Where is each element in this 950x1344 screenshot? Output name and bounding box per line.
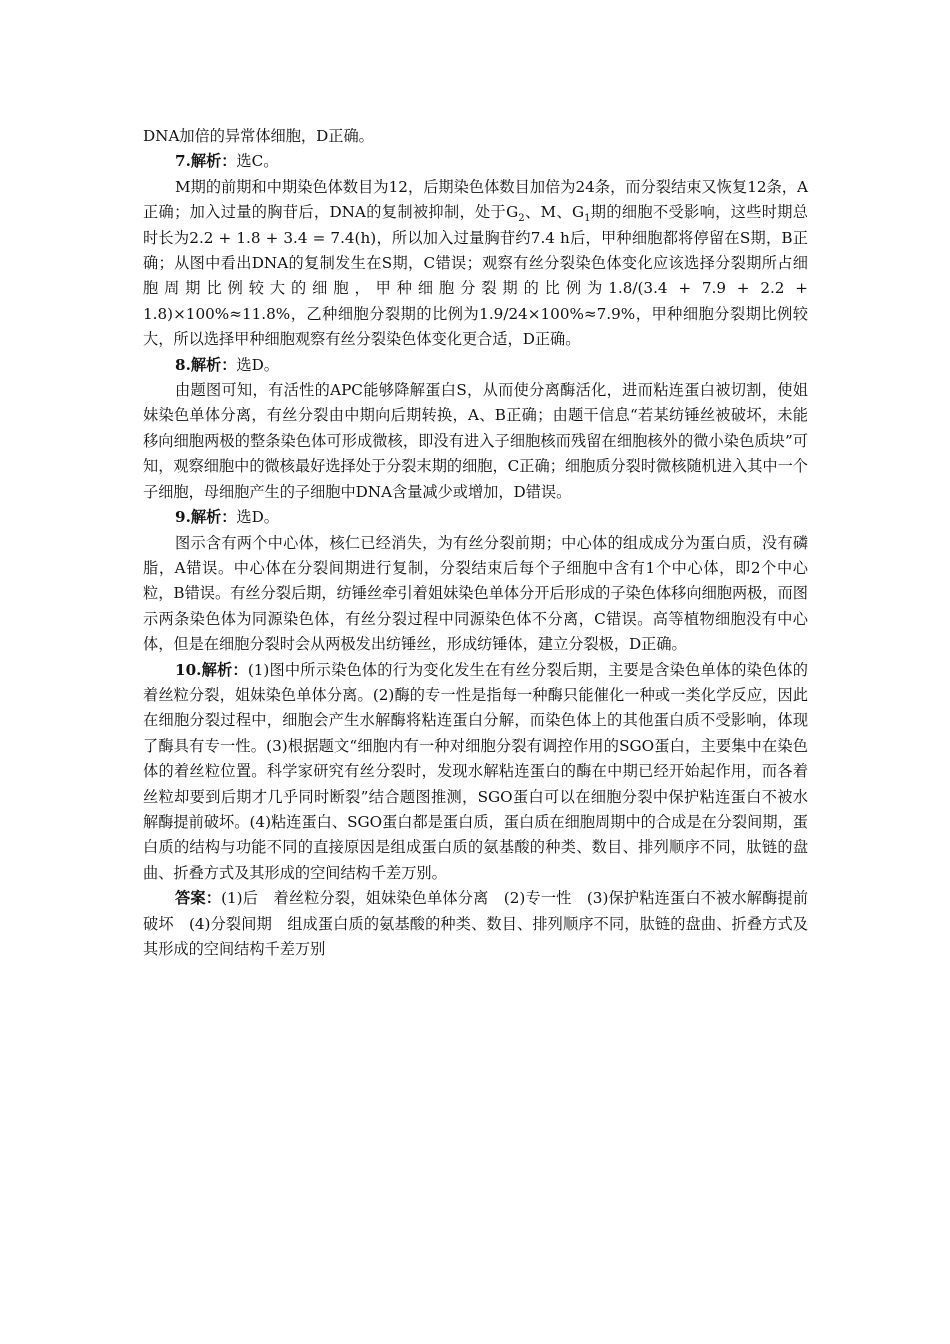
q8-heading [143,353,808,378]
q9-label: 9.解析： [175,508,237,527]
answer-paragraph [143,886,808,962]
q7-text-3: 期的细胞不受影响，这些时期总时长为2.2 + 1.8 + 3.4 = 7.4(h)，所以加入过量胸苷约7.4 h后，甲种细胞都将停留在S期，B正确；从图中看出DNA的复制发生在S期，C错误；观察有丝分裂染色体变化应该选择分裂期所占细胞周期比例较大的细胞，甲种细胞分裂期的比例为1.8/(3.4 + 7.9 + 2.2 + 1.8)×100%≈11.8%，乙种细胞分裂期的比例为1.9/24×100%≈7.9%，甲种细胞分裂期比例较大，所以选择甲种细胞观察有丝分裂染色体变化更合适，D正确。 [143,203,808,349]
q9-choice: 选D。 [236,508,279,527]
q7-explanation [143,175,808,353]
document-page [143,124,808,962]
q7-text-1: M期的前期和中期染色体数目为12，后期染色体数目加倍为24条，而分裂结束又恢复12条，A正确；加入过量的胸苷后，DNA的复制被抑制，处于G [143,177,808,222]
q9-explanation: 图示含有两个中心体，核仁已经消失，为有丝分裂前期；中心体的组成成分为蛋白质，没有磷脂，A错误。中心体在分裂间期进行复制，分裂结束后每个子细胞中含有1个中心体，即2个中心粒，B错误。有丝分裂后期，纺锤丝牵引着姐妹染色单体分开后形成的子染色体移向细胞两极，而图示两条染色体为同源染色体，有丝分裂过程中同源染色体不分离，C错误。高等植物细胞没有中心体，但是在细胞分裂时会从两极发出纺锤丝，形成纺锤体，建立分裂极，D正确。 [143,533,808,654]
q7-heading [143,149,808,174]
continued-text: DNA加倍的异常体细胞，D正确。 [143,127,374,145]
q10-explanation [143,658,808,887]
answer-label: 答案： [175,889,222,908]
q10-label: 10.解析： [175,660,248,679]
q8-label: 8.解析： [175,355,237,374]
q7-subscript-2: 2 [518,213,525,225]
q8-explanation: 由题图可知，有活性的APC能够降解蛋白S，从而使分离酶活化，进而粘连蛋白被切割，使姐妹染色单体分离，有丝分裂由中期向后期转换，A、B正确；由题干信息“若某纺锤丝被破坏，未能移向细胞两极的整条染色体可形成微核，即没有进入子细胞核而残留在细胞核外的微小染色质块”可知，观察细胞中的微核最好选择处于分裂末期的细胞，C正确；细胞质分裂时微核随机进入其中一个子细胞，母细胞产生的子细胞中DNA含量减少或增加，D错误。 [143,381,808,501]
q8-choice: 选D。 [236,355,279,374]
q7-text-2: 、M、G [524,203,585,222]
q9-heading [143,505,808,530]
q7-choice: 选C。 [236,152,279,171]
q10-text: (1)图中所示染色体的行为变化发生在有丝分裂后期，主要是含染色单体的染色体的着丝粒分裂，姐妹染色单体分离。(2)酶的专一性是指每一种酶只能催化一种或一类化学反应，因此在细胞分裂过程中，细胞会产生水解酶将粘连蛋白分解，而染色体上的其他蛋白质不受影响，体现了酶具有专一性。(3)根据题文“细胞内有一种对细胞分裂有调控作用的SGO蛋白，主要集中在染色体的着丝粒位置。科学家研究有丝分裂时，发现水解粘连蛋白的酶在中期已经开始起作用，而各着丝粒却要到后期才几乎同时断裂”结合题图推测，SGO蛋白可以在细胞分裂中保护粘连蛋白不被水解酶提前破坏。(4)粘连蛋白、SGO蛋白都是蛋白质，蛋白质在细胞周期中的合成是在分裂间期，蛋白质的结构与功能不同的直接原因是组成蛋白质的氨基酸的种类、数目、排列顺序不同，肽链的盘曲、折叠方式及其形成的空间结构千差万别。 [143,660,808,882]
q7-label: 7.解析： [175,152,237,171]
q7-subscript-1: 1 [584,213,591,225]
answer-text: (1)后 着丝粒分裂，姐妹染色单体分离 (2)专一性 (3)保护粘连蛋白不被水解酶提前破坏 (4)分裂间期 组成蛋白质的氨基酸的种类、数目、排列顺序不同，肽链的盘曲、折叠方式及其形成的空间结构千差万别 [143,889,809,958]
